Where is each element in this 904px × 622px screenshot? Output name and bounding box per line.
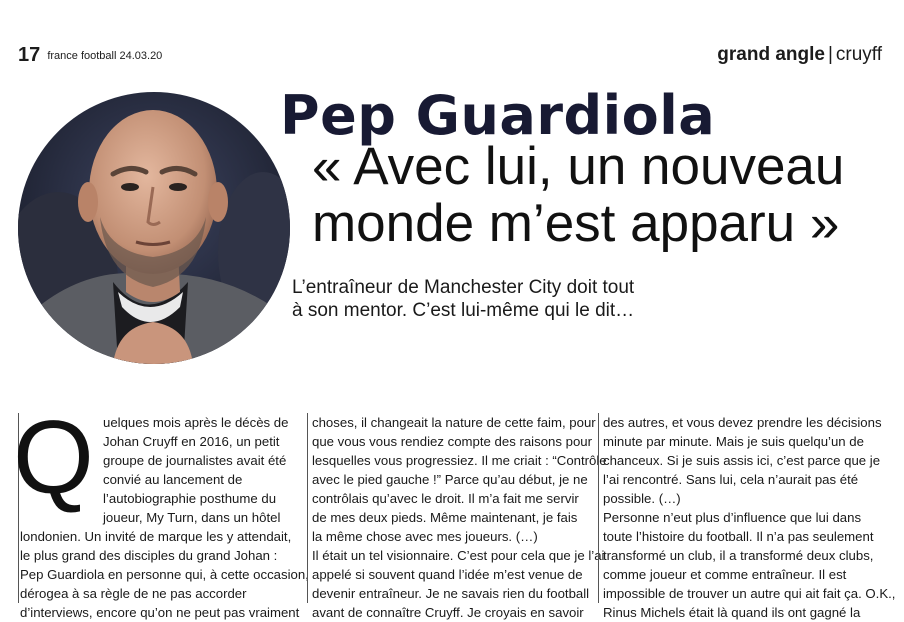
rubric-separator: |: [827, 44, 833, 65]
article-column-1: [13, 400, 309, 620]
section-topic: cruyff: [835, 44, 882, 65]
body-line: transformé un club, il a transformé deux clubs,: [603, 548, 874, 563]
body-line: Pep Guardiola en personne qui, à cette occasion,: [20, 567, 309, 582]
issue-date: 24.03.20: [119, 50, 163, 62]
body-line: chanceux. Si je suis assis ici, c’est parce que je: [603, 453, 881, 468]
body-line: appelé si souvent quand l’idée m’est venue de: [312, 567, 583, 582]
section-rubric: [717, 44, 882, 66]
body-line: l’autobiographie posthume du: [103, 491, 277, 506]
body-line: choses, il changeait la nature de cette faim, pour: [312, 415, 596, 430]
body-line: londonien. Un invité de marque les y attendait,: [20, 529, 292, 544]
headline-name: Pep Guardiola: [280, 84, 716, 147]
article-column-2: [307, 413, 607, 620]
body-line: que vous vous rendiez compte des raisons pour: [312, 434, 593, 449]
body-line: joueur, My Turn, dans un hôtel: [103, 510, 281, 525]
quote-line: monde m’est apparu »: [312, 194, 840, 253]
body-line: de mes deux pieds. Même maintenant, je fais: [312, 510, 578, 525]
body-line: impossible de trouver un autre qui ait fait ça. O.K.,: [603, 586, 896, 601]
body-line: des autres, et vous devez prendre les décisions: [603, 415, 882, 430]
quote-line: « Avec lui, un nouveau: [312, 137, 845, 196]
body-line: groupe de journalistes avait été: [103, 453, 287, 468]
body-line: devenir entraîneur. Je ne savais rien du football: [312, 586, 590, 601]
body-line: dérogea à sa règle de ne pas accorder: [20, 586, 247, 601]
body-line: toute l’histoire du football. Il n’a pas seulement: [603, 529, 874, 544]
section-name: grand angle: [717, 44, 825, 65]
body-line: l’ai rencontré. Sans lui, cela n’aurait pas été: [603, 472, 859, 487]
article-column-3: [598, 413, 896, 620]
body-line: avec le pied gauche !” Parce qu’au début, je ne: [312, 472, 588, 487]
publication-name: france football: [47, 50, 117, 62]
body-line: la même chose avec mes joueurs. (…): [312, 529, 538, 544]
body-line: comme joueur et comme entraîneur. Il est: [603, 567, 847, 582]
body-line: uelques mois après le décès de: [103, 415, 289, 430]
standfirst-line: L’entraîneur de Manchester City doit tout: [292, 277, 635, 298]
body-line: Il était un tel visionnaire. C’est pour cela que je l’ai: [312, 548, 605, 563]
drop-cap: Q: [13, 400, 94, 516]
body-line: d’interviews, encore qu’on ne peut pas vraiment: [20, 605, 300, 620]
body-line: le plus grand des disciples du grand Johan :: [20, 548, 278, 563]
body-line: convié au lancement de: [103, 472, 243, 487]
body-line: possible. (…): [603, 491, 681, 506]
body-line: minute par minute. Mais je suis quelqu’un de: [603, 434, 864, 449]
body-line: lesquelles vous progressiez. Il me criait : “Contrôle: [312, 453, 607, 468]
page-number: 17: [18, 44, 41, 66]
body-line: avant de connaître Cruyff. Je croyais en savoir: [312, 605, 584, 620]
body-line: Rinus Michels était là quand ils ont gagné la: [603, 605, 861, 620]
body-line: Johan Cruyff en 2016, un petit: [103, 434, 280, 449]
standfirst: [292, 276, 634, 322]
body-line: contrôlais qu’avec le droit. Il m’a fait me servir: [312, 491, 579, 506]
headline-quote: [312, 138, 844, 252]
page-folio: [18, 44, 162, 67]
portrait-photo: [18, 92, 290, 364]
standfirst-line: à son mentor. C’est lui-même qui le dit…: [292, 300, 635, 321]
body-line: Personne n’eut plus d’influence que lui dans: [603, 510, 862, 525]
